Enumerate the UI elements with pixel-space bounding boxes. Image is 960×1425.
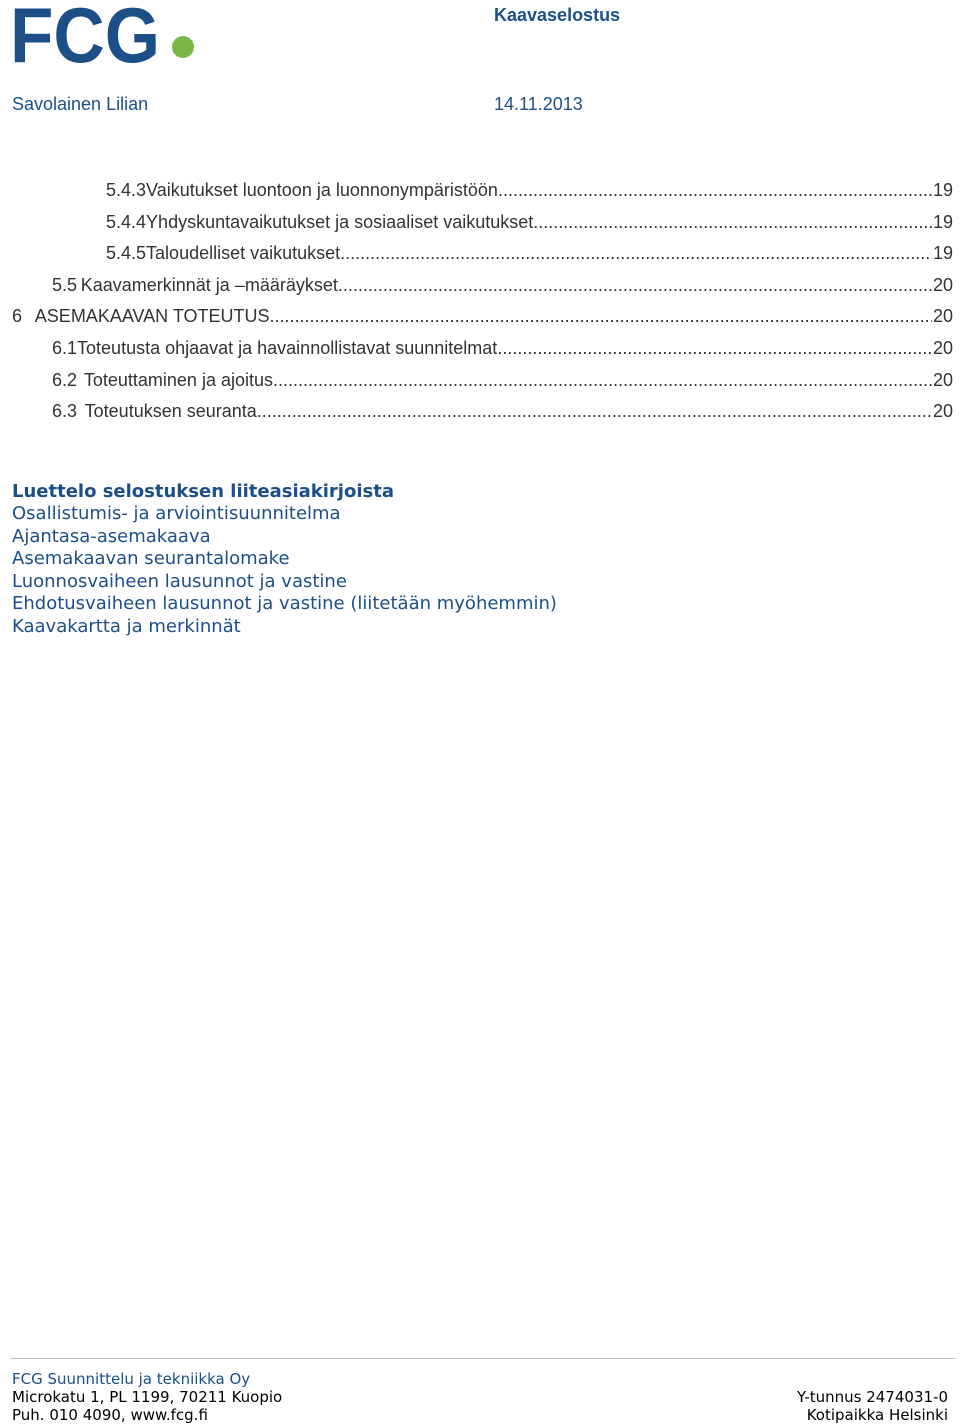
toc-entry-page: 20 bbox=[932, 274, 953, 295]
footer-business-id: Y-tunnus 2474031-0 bbox=[796, 1388, 948, 1406]
toc-entry-label: Toteutusta ohjaavat ja havainnollistavat suunnitelmat bbox=[77, 338, 498, 358]
toc-entry[interactable] bbox=[106, 243, 953, 273]
document-date: 14.11.2013 bbox=[494, 94, 583, 114]
svg-text:FCG: FCG bbox=[10, 2, 160, 68]
toc-entry-page: 20 bbox=[932, 338, 953, 358]
author-name: Savolainen Lilian bbox=[12, 94, 149, 114]
toc-entry[interactable] bbox=[52, 401, 953, 431]
toc-entry-page: 20 bbox=[932, 401, 953, 422]
footer-domicile: Kotipaikka Helsinki bbox=[806, 1406, 948, 1424]
toc-entry-label: Taloudelliset vaikutukset bbox=[146, 243, 341, 264]
fcg-logo-icon bbox=[10, 2, 200, 68]
toc-entry[interactable] bbox=[52, 370, 953, 400]
toc-entry-number: 6 bbox=[12, 306, 23, 327]
toc-entry-number: 5.4.4 bbox=[106, 211, 147, 232]
toc-entry-page: 19 bbox=[932, 243, 953, 264]
toc-entry-number: 5.5 bbox=[52, 274, 78, 295]
toc-entry[interactable] bbox=[106, 212, 953, 242]
toc-leader-dots bbox=[257, 401, 932, 422]
footer-phone: Puh. 010 4090, www.fcg.fi bbox=[12, 1406, 208, 1424]
attachment-item: Kaavakartta ja merkinnät bbox=[12, 615, 241, 637]
toc-leader-dots bbox=[497, 338, 932, 359]
attachment-item: Osallistumis- ja arviointisuunnitelma bbox=[12, 503, 341, 524]
toc-entry-page: 20 bbox=[932, 369, 953, 390]
toc-entry-number: 5.4.3 bbox=[106, 180, 147, 200]
toc-entry-page: 19 bbox=[932, 180, 953, 200]
toc-entry-label: Toteutuksen seuranta bbox=[84, 401, 257, 422]
toc-entry-page: 20 bbox=[932, 306, 953, 327]
toc-entry-number: 6.1 bbox=[52, 338, 78, 358]
toc-entry-label: Toteuttaminen ja ajoitus bbox=[83, 369, 273, 390]
document-title: Kaavaselostus bbox=[494, 5, 621, 25]
attachment-item: Luonnosvaiheen lausunnot ja vastine bbox=[12, 570, 347, 592]
toc-leader-dots bbox=[338, 275, 932, 296]
toc-entry[interactable] bbox=[106, 180, 953, 210]
toc-leader-dots bbox=[273, 370, 932, 391]
toc-entry-label: ASEMAKAAVAN TOTEUTUS bbox=[34, 306, 270, 327]
toc-entry-number: 6.3 bbox=[52, 401, 78, 422]
toc-entry-label: Kaavamerkinnät ja –määräykset bbox=[80, 274, 338, 295]
toc-entry-number: 6.2 bbox=[52, 369, 78, 390]
toc-leader-dots bbox=[340, 243, 932, 264]
footer-company: FCG Suunnittelu ja tekniikka Oy bbox=[12, 1370, 251, 1388]
attachments-section bbox=[12, 481, 912, 638]
toc-entry-label: Yhdyskuntavaikutukset ja sosiaaliset vaikutukset bbox=[146, 211, 534, 232]
footer-address: Microkatu 1, PL 1199, 70211 Kuopio bbox=[12, 1388, 283, 1406]
fcg-logo bbox=[10, 2, 200, 68]
toc-entry-label: Vaikutukset luontoon ja luonnonympäristöön bbox=[146, 180, 498, 200]
toc-entry[interactable] bbox=[52, 275, 953, 305]
toc-entry[interactable] bbox=[52, 338, 953, 368]
footer-divider bbox=[10, 1358, 956, 1359]
attachments-list bbox=[12, 503, 912, 638]
attachment-item: Ehdotusvaiheen lausunnot ja vastine (liitetään myöhemmin) bbox=[12, 593, 557, 614]
attachment-item: Asemakaavan seurantalomake bbox=[12, 548, 290, 569]
attachments-title: Luettelo selostuksen liiteasiakirjoista bbox=[12, 481, 394, 502]
attachment-item: Ajantasa-asemakaava bbox=[12, 525, 211, 547]
toc-leader-dots bbox=[498, 180, 932, 201]
toc-entry[interactable] bbox=[12, 306, 953, 336]
toc-leader-dots bbox=[270, 306, 932, 327]
toc-entry-page: 19 bbox=[932, 211, 953, 232]
toc-entry-number: 5.4.5 bbox=[106, 243, 147, 264]
toc-leader-dots bbox=[533, 212, 932, 233]
